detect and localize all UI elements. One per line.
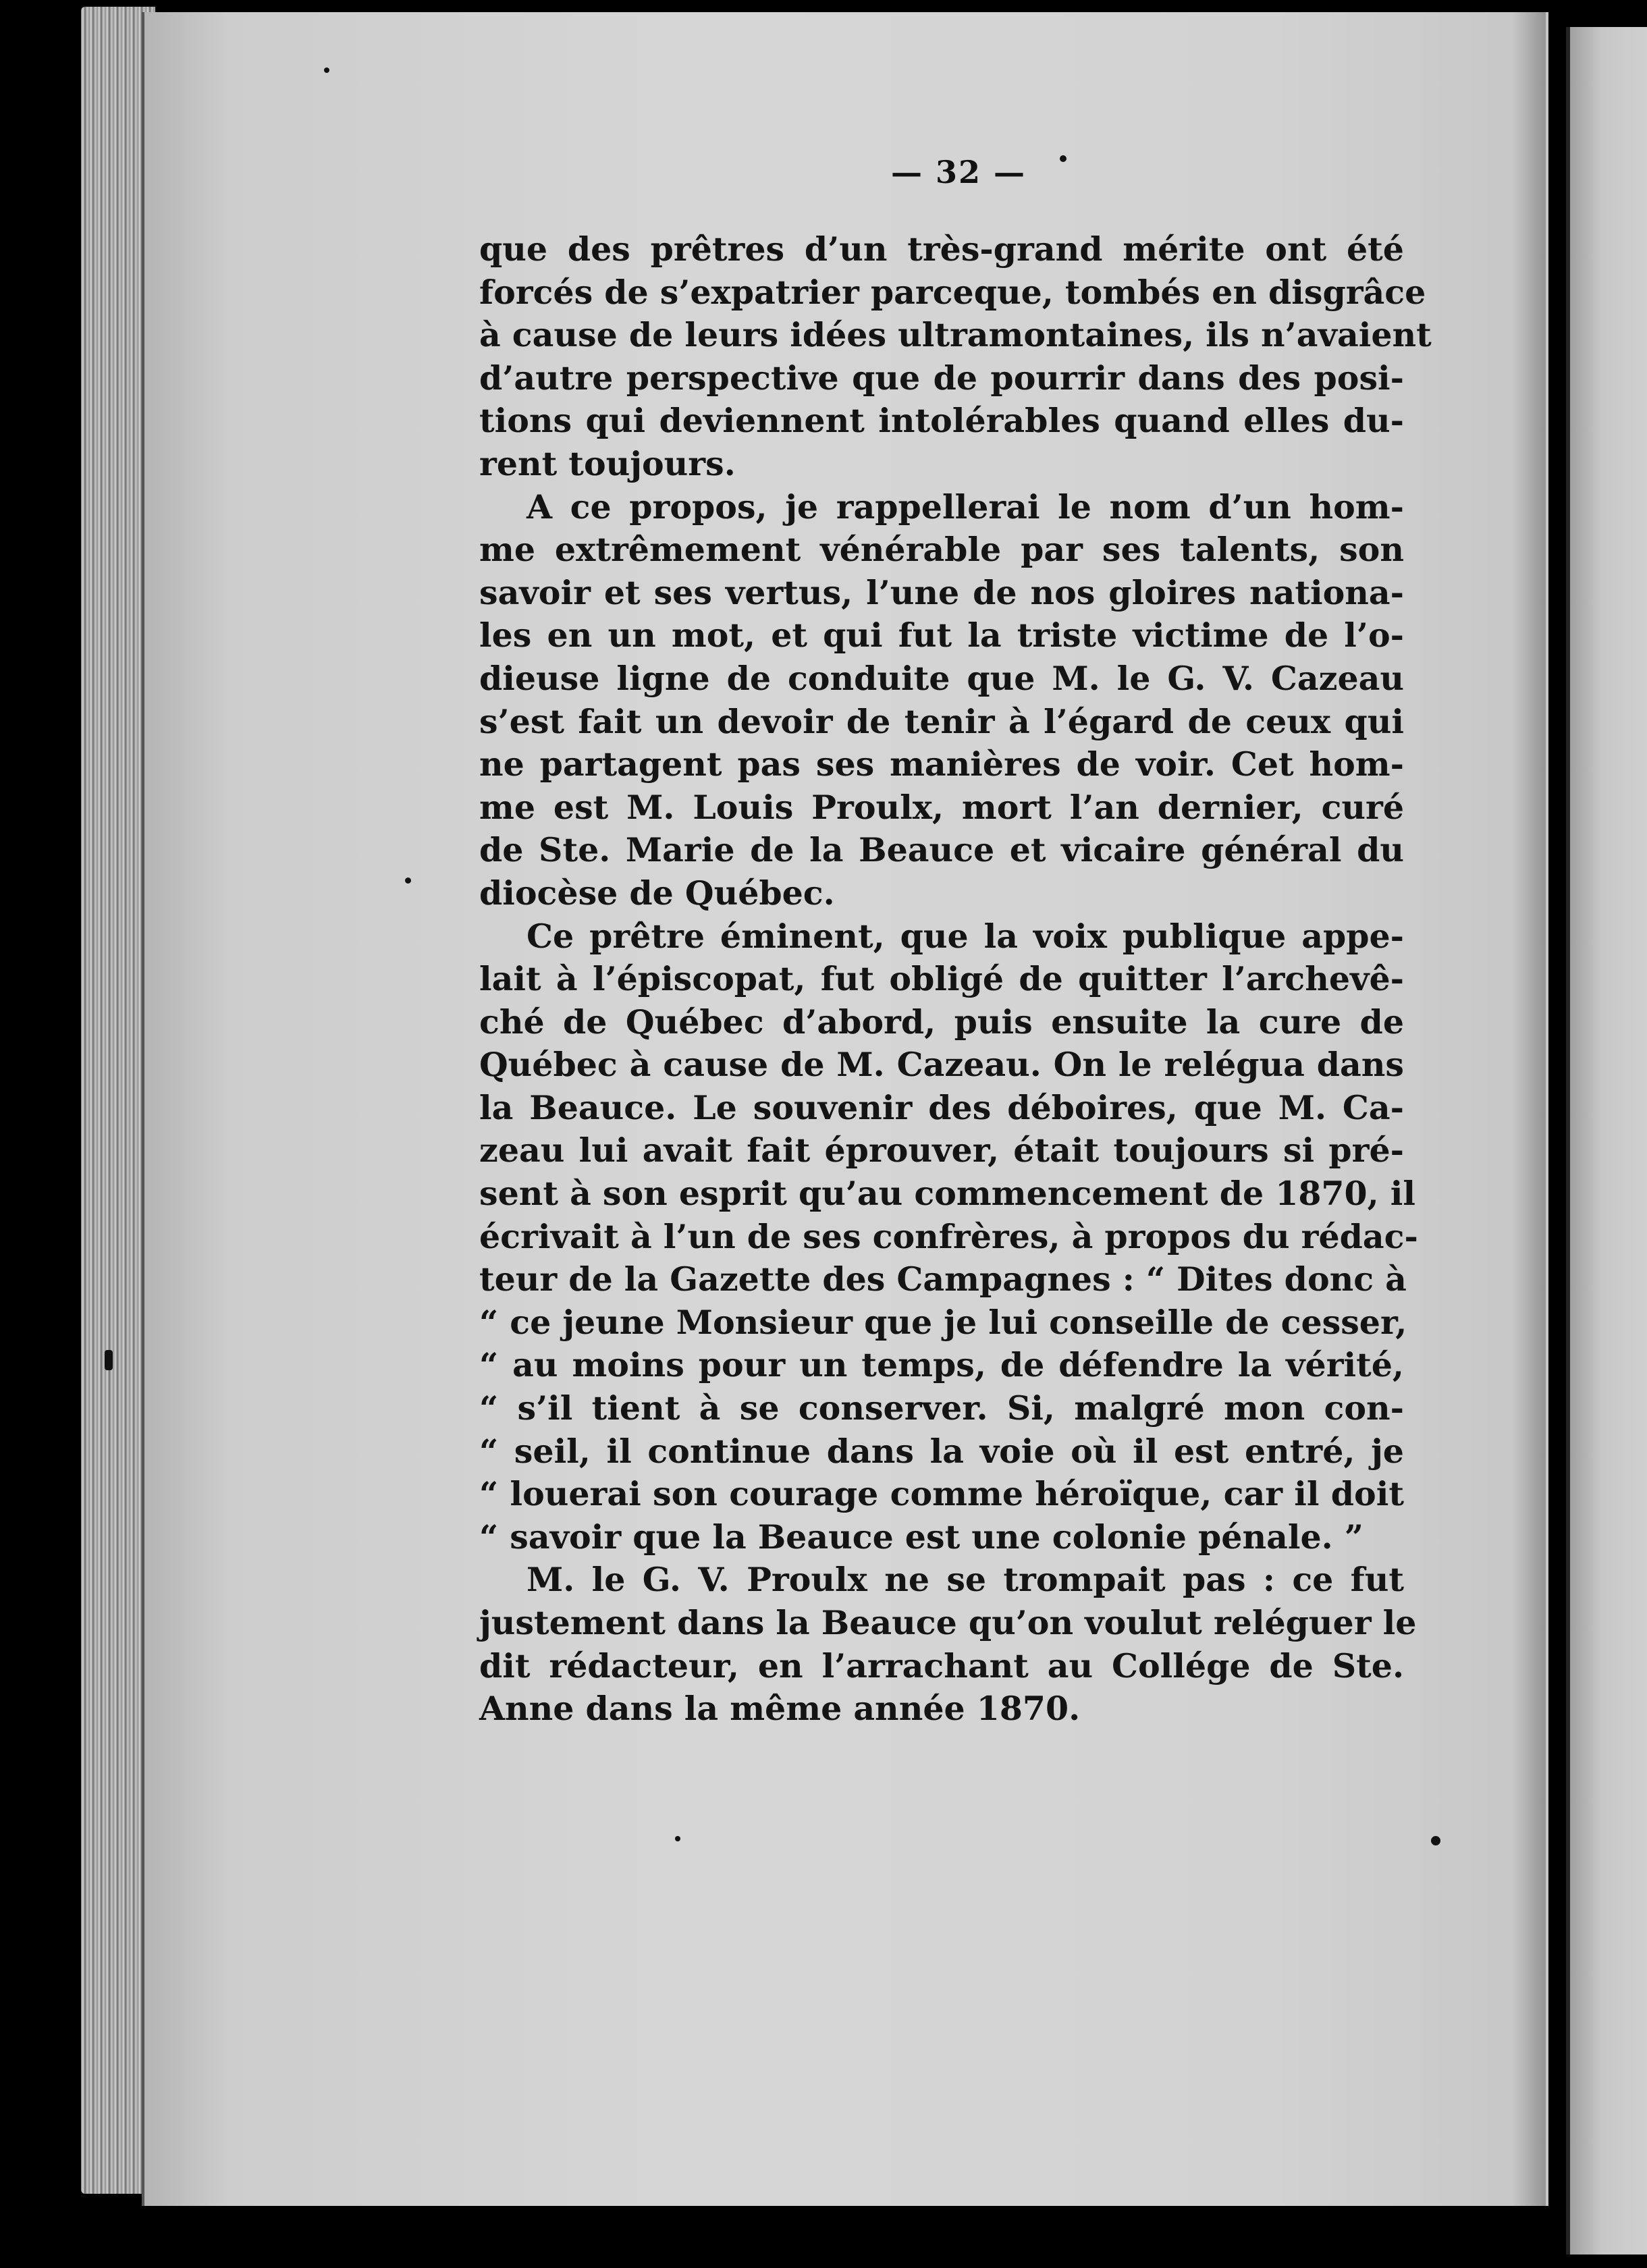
scan-speck (1431, 1836, 1440, 1845)
text-line: zeau lui avait fait éprouver, était toujours si pré- (479, 1131, 1404, 1170)
text-line: sent à son esprit qu’au commencement de 1870, il (479, 1174, 1415, 1214)
text-line: M. le G. V. Proulx ne se trompait pas : ce fut (526, 1560, 1404, 1600)
text-line: “ au moins pour un temps, de défendre la vérité, (479, 1345, 1404, 1385)
text-line: s’est fait un devoir de tenir à l’égard de ceux qui (479, 701, 1404, 741)
text-line: rent toujours. (479, 443, 736, 483)
scan-speck (324, 68, 329, 73)
text-line: me extrêmement vénérable par ses talents, son (479, 530, 1404, 570)
text-line: de Ste. Marie de la Beauce et vicaire général du (479, 830, 1404, 870)
text-line: forcés de s’expatrier parceque, tombés en disgrâce (479, 272, 1426, 312)
text-line: “ seil, il continue dans la voie où il est entré, je (479, 1431, 1404, 1471)
gutter-shadow (1512, 12, 1546, 2206)
text-line: A ce propos, je rappellerai le nom d’un hom- (526, 487, 1404, 526)
text-line: écrivait à l’un de ses confrères, à propos du rédac- (479, 1216, 1418, 1256)
text-line: tions qui deviennent intolérables quand elles du- (479, 401, 1404, 441)
page-number: — 32 — (890, 154, 1027, 190)
text-line: savoir et ses vertus, l’une de nos gloires nationa- (479, 572, 1404, 612)
text-line: ne partagent pas ses manières de voir. Cet hom- (479, 745, 1404, 784)
text-line: Québec à cause de M. Cazeau. On le relégua dans (479, 1045, 1404, 1085)
text-line: à cause de leurs idées ultramontaines, ils n’avaient (479, 315, 1432, 355)
body-text (479, 228, 1432, 1731)
text-line: que des prêtres d’un très-grand mérite ont été (479, 230, 1404, 269)
scan-speck (105, 1350, 113, 1370)
text-line: teur de la Gazette des Campagnes : “ Dites donc à (479, 1260, 1407, 1299)
text-line: justement dans la Beauce qu’on voulut reléguer le (479, 1603, 1417, 1642)
text-line: ché de Québec d’abord, puis ensuite la cure de (479, 1002, 1404, 1042)
facing-page-edge (1566, 27, 1647, 2254)
text-line: lait à l’épiscopat, fut obligé de quitter l’archevê- (479, 959, 1404, 999)
text-line: Ce prêtre éminent, que la voix publique appe- (526, 916, 1404, 956)
text-line: “ savoir que la Beauce est une colonie pénale. ” (479, 1517, 1364, 1557)
text-line: dit rédacteur, en l’arrachant au Collége de Ste. (479, 1646, 1404, 1685)
text-line: diocèse de Québec. (479, 873, 835, 913)
text-line: “ louerai son courage comme héroïque, car il doit (479, 1474, 1404, 1514)
text-line: “ ce jeune Monsieur que je lui conseille de cesser, (479, 1302, 1407, 1342)
scan-speck (405, 878, 411, 884)
text-line: d’autre perspective que de pourrir dans des posi- (479, 358, 1404, 398)
scan-speck (675, 1836, 680, 1841)
scan-speck (1060, 155, 1066, 162)
text-line: me est M. Louis Proulx, mort l’an dernier, curé (479, 787, 1404, 827)
text-line: “ s’il tient à se conserver. Si, malgré mon con- (479, 1388, 1404, 1428)
text-line: dieuse ligne de conduite que M. le G. V. Cazeau (479, 658, 1404, 698)
text-line: la Beauce. Le souvenir des déboires, que M. Ca- (479, 1087, 1404, 1127)
text-line: les en un mot, et qui fut la triste victime de l’o- (479, 616, 1404, 655)
text-line: Anne dans la même année 1870. (479, 1689, 1081, 1729)
